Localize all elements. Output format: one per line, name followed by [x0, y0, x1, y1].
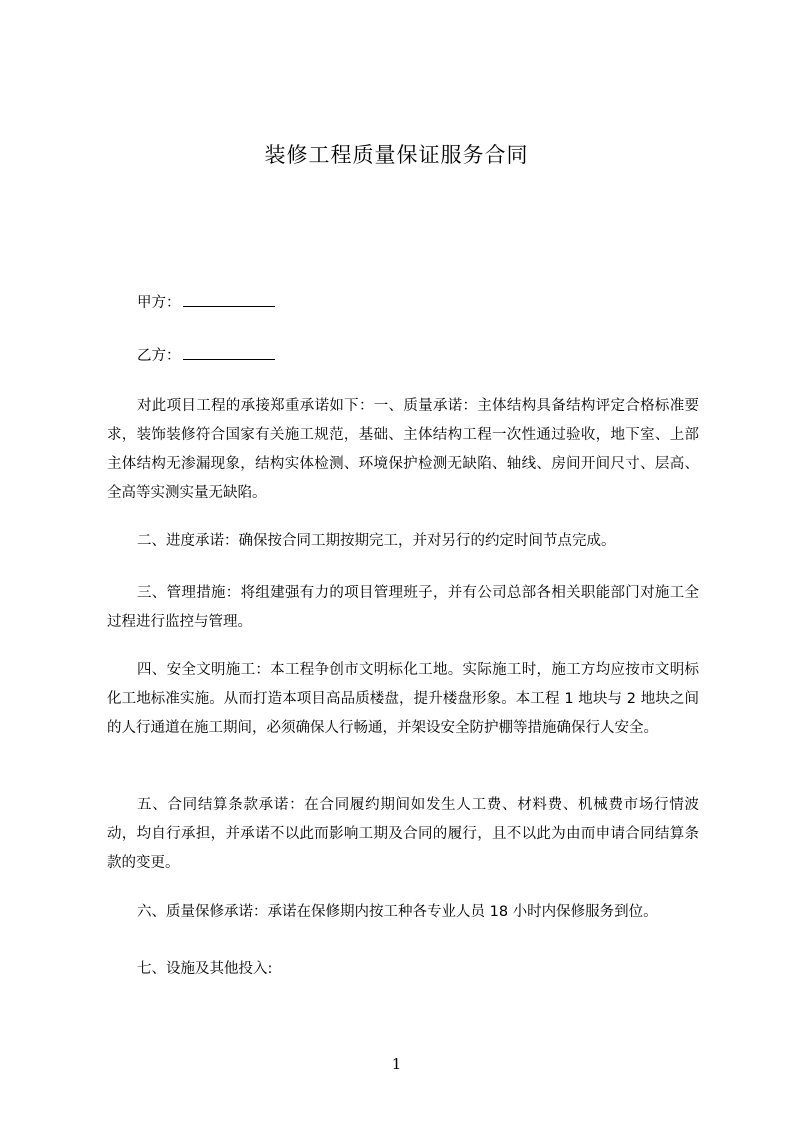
- paragraph-quality-commitment: 对此项目工程的承接郑重承诺如下：一、质量承诺：主体结构具备结构评定合格标准要求，装饰装修符合国家有关施工规范，基础、主体结构工程一次性通过验收，地下室、上部主体结构无渗漏现象，结构实体检测、环境保护检测无缺陷、轴线、房间开间尺寸、层高、全高等实测实量无缺陷。: [107, 398, 699, 501]
- paragraph-schedule-commitment: 二、进度承诺：确保按合同工期按期完工，并对另行的约定时间节点完成。: [137, 533, 616, 549]
- paragraph-safety-construction: 四、安全文明施工：本工程争创市文明标化工地。实际施工时，施工方均应按市文明标化工地标准实施。从而打造本项目高品质楼盘，提升楼盘形象。本工程 1 地块与 2 地块之间的人行通道在施工期间，必须确保人行畅通，并架设安全防护棚等措施确保行人安全。: [107, 662, 699, 736]
- party-a-blank: [183, 292, 275, 307]
- party-b-blank: [183, 345, 275, 360]
- paragraph-management-measures: 三、管理措施：将组建强有力的项目管理班子，并有公司总部各相关职能部门对施工全过程进行监控与管理。: [107, 585, 699, 630]
- party-b-label: 乙方：: [137, 348, 181, 364]
- paragraph-warranty-commitment: 六、质量保修承诺：承诺在保修期内按工种各专业人员 18 小时内保修服务到位。: [137, 904, 658, 920]
- paragraph-facilities-investment: 七、设施及其他投入:: [137, 961, 273, 977]
- paragraph-settlement-terms: 五、合同结算条款承诺：在合同履约期间如发生人工费、材料费、机械费市场行情波动，均自行承担，并承诺不以此而影响工期及合同的履行，且不以此为由而申请合同结算条款的变更。: [107, 797, 699, 871]
- party-b-line: [137, 345, 275, 366]
- page-number: 1: [391, 1055, 402, 1073]
- party-a-label: 甲方：: [137, 295, 181, 311]
- party-a-line: [137, 292, 275, 313]
- document-title: 装修工程质量保证服务合同: [264, 143, 529, 167]
